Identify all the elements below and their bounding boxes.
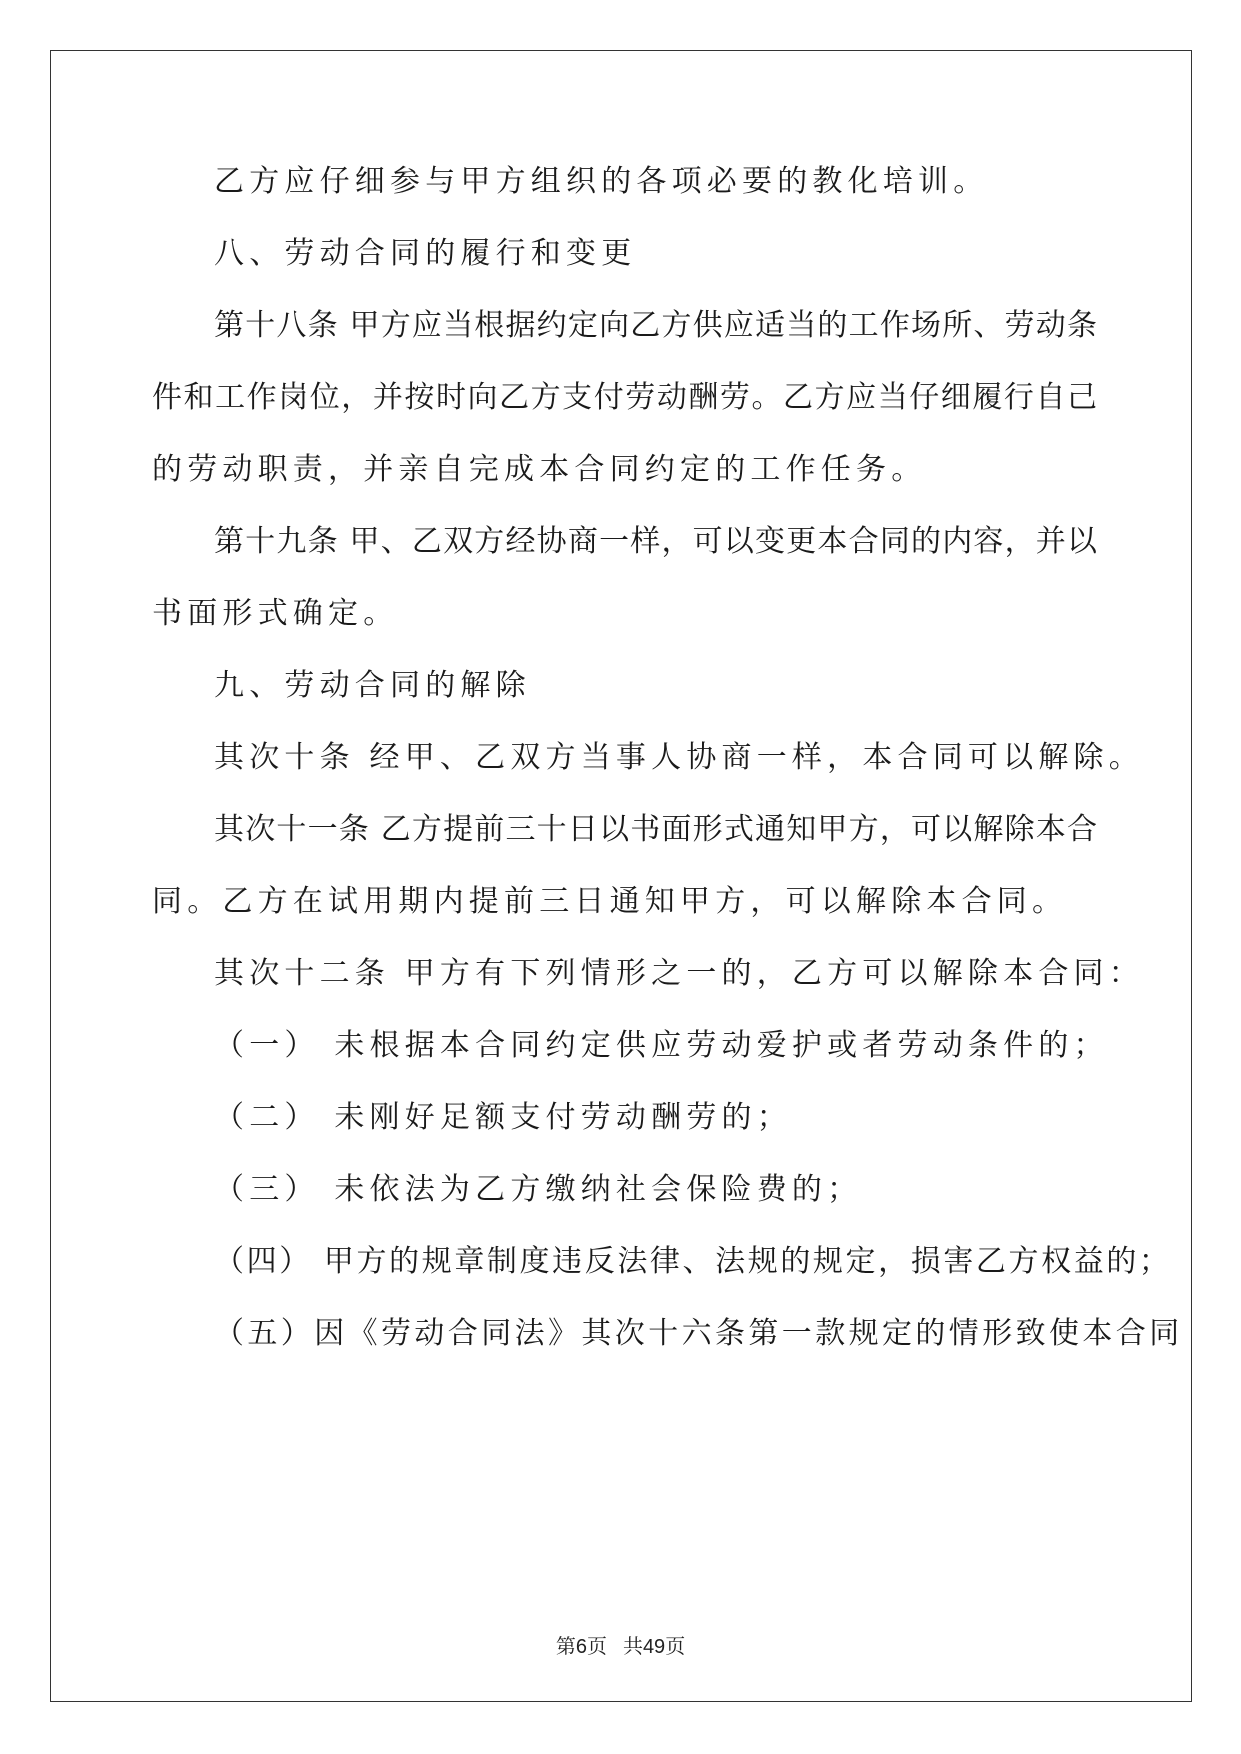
- paragraph-line: 其次十一条 乙方提前三十日以书面形式通知甲方，可以解除本合: [214, 812, 1097, 847]
- paragraph-line: 其次十二条 甲方有下列情形之一的，乙方可以解除本合同：: [214, 956, 1144, 991]
- paragraph-line: 乙方应仔细参与甲方组织的各项必要的教化培训。: [214, 164, 989, 199]
- total-pages: 49: [642, 1636, 666, 1658]
- list-item: （三） 未依法为乙方缴纳社会保险费的；: [214, 1172, 863, 1207]
- paragraph-line: 其次十条 经甲、乙双方当事人协商一样，本合同可以解除。: [214, 740, 1144, 775]
- total-label-suffix: 页: [665, 1634, 686, 1658]
- paragraph-line: 第十八条 甲方应当根据约定向乙方供应适当的工作场所、劳动条: [214, 308, 1097, 343]
- total-label-prefix: 共: [622, 1634, 643, 1658]
- page-footer: [0, 1633, 1241, 1660]
- page-number: 6: [575, 1636, 587, 1658]
- list-item: （一） 未根据本合同约定供应劳动爱护或者劳动条件的；: [214, 1028, 1109, 1063]
- paragraph-line: 书面形式确定。: [152, 596, 399, 631]
- list-item: （五）因《劳动合同法》其次十六条第一款规定的情形致使本合同: [214, 1316, 1183, 1351]
- page-label-prefix: 第: [555, 1634, 576, 1658]
- paragraph-line: 同。乙方在试用期内提前三日通知甲方，可以解除本合同。: [152, 884, 1068, 919]
- paragraph-line: 的劳动职责，并亲自完成本合同约定的工作任务。: [152, 452, 927, 487]
- list-item: （二） 未刚好足额支付劳动酬劳的；: [214, 1100, 792, 1135]
- paragraph-line: 第十九条 甲、乙双方经协商一样，可以变更本合同的内容，并以: [214, 524, 1097, 559]
- section-heading: 九、劳动合同的解除: [214, 668, 531, 703]
- paragraph-line: 件和工作岗位，并按时向乙方支付劳动酬劳。乙方应当仔细履行自己: [152, 380, 1097, 415]
- page-border: [50, 50, 1192, 1702]
- list-item: （四） 甲方的规章制度违反法律、法规的规定，损害乙方权益的；: [214, 1244, 1172, 1279]
- section-heading: 八、劳动合同的履行和变更: [214, 236, 637, 271]
- page-label-suffix: 页: [586, 1634, 607, 1658]
